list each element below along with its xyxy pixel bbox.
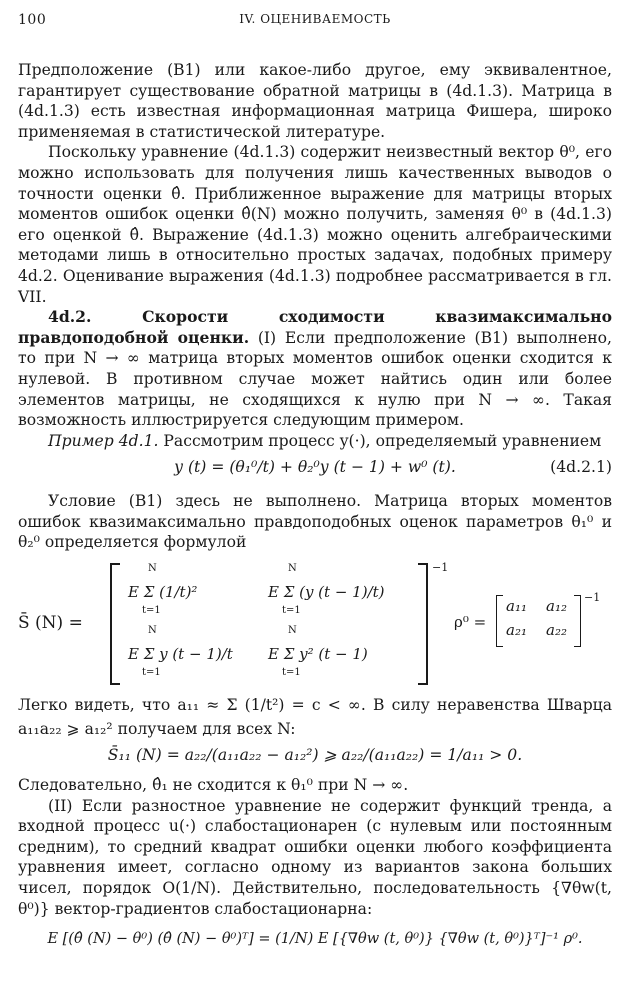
equation-1-number: (4d.2.1): [550, 458, 612, 477]
sum-bottom-12: t=1: [282, 605, 301, 617]
equation-1-body: y (t) = (θ₁⁰/t) + θ₂⁰y (t − 1) + w⁰ (t).: [174, 458, 456, 477]
sum-top-22: N: [288, 625, 297, 637]
equation-expectation-body: E [(θ̂ (N) − θ⁰) (θ̂ (N) − θ⁰)ᵀ] = (1/N) E [{∇θw (t, θ⁰)} {∇θw (t, θ⁰)}ᵀ]⁻¹ ρ⁰.: [47, 931, 583, 948]
paragraph-4: [18, 431, 612, 452]
paragraph-3-text: (I) Если предположение (B1) выполнено, то при N → ∞ матрица вторых моментов ошибок оценки сходится к нулевой. В противном случае может найтись один или более элементов матрицы, не сходящихся к нулю при N → ∞. Такая возможность иллюстрируется следующим примером.: [18, 328, 612, 430]
equation-s11-body: S̄₁₁ (N) = a₂₂/(a₁₁a₂₂ − a₁₂²) ⩾ a₂₂/(a₁₁a₂₂) = 1/a₁₁ > 0.: [107, 746, 523, 765]
paragraph-8: (II) Если разностное уравнение не содержит функций тренда, а входной процесс u(·) слабостационарен (с нулевым или постоянным средним), то средний квадрат ошибки оценки любого коэффициента уравнения имеет, согласно одному из вариантов закона больших чисел, порядок O(1/N). Действительно, последовательность {∇θw(t, θ⁰)} вектор-градиентов слабостационарна:: [18, 796, 612, 918]
running-title: IV. ОЦЕНИВАЕМОСТЬ: [239, 12, 391, 26]
sum-top-11: N: [148, 563, 157, 575]
right-bracket: [418, 563, 428, 685]
a-inverse-exponent: −1: [584, 591, 601, 605]
matrix-m11: E Σ (1/t)²: [128, 583, 198, 602]
matrix-lhs: S̄ (N) =: [18, 613, 83, 634]
matrix-m22: E Σ y² (t − 1): [268, 645, 368, 664]
paragraph-2: Поскольку уравнение (4d.1.3) содержит неизвестный вектор θ⁰, его можно использовать для получения лишь качественных выводов о точности оценки θ̂. Приближенное выражение для матрицы вторых моментов ошибок оценки θ̂(N) можно получить, заменяя θ⁰ в (4d.1.3) его оценкой θ̂. Выражение (4d.1.3) можно оценить алгебраическими методами лишь в относительно простых задачах, подобных примеру 4d.2. Оценивание выражения (4d.1.3) подробнее рассматривается в гл. VII.: [18, 143, 612, 306]
sum-bottom-22: t=1: [282, 667, 301, 679]
matrix-m21: E Σ y (t − 1)/t: [128, 645, 233, 664]
paragraph-1: Предположение (B1) или какое-либо другое, ему эквивалентное, гарантирует существование обратной матрицы в (4d.1.3). Матрица в (4d.1.3) есть известная информационная матрица Фишера, широко применяемая в статистической литературе.: [18, 61, 612, 141]
a-right-bracket: [574, 595, 581, 647]
page: [18, 8, 612, 959]
paragraph-3: [18, 307, 612, 431]
rho-lhs: ρ⁰ =: [454, 613, 487, 632]
page-number: 100: [18, 12, 47, 28]
a12: a₁₂: [546, 597, 567, 616]
equation-expectation: [18, 929, 612, 959]
paragraph-4-text: Рассмотрим процесс y(·), определяемый уравнением: [158, 431, 602, 450]
sum-bottom-21: t=1: [142, 667, 161, 679]
inverse-exponent: −1: [432, 561, 449, 575]
matrix-equation: [18, 557, 612, 687]
equation-4d-2-1: [18, 457, 612, 491]
a21: a₂₁: [506, 621, 527, 640]
example-label: Пример 4d.1.: [48, 431, 159, 450]
sum-bottom-11: t=1: [142, 605, 161, 617]
sum-top-21: N: [148, 625, 157, 637]
equation-s11: [18, 745, 612, 775]
page-header: [18, 8, 612, 32]
section-title: 4d.2. Скорости сходимости квазимаксимально правдоподобной оценки.: [18, 307, 612, 347]
a-left-bracket: [496, 595, 503, 647]
paragraph-6: Легко видеть, что a₁₁ ≈ Σ (1/t²) = c < ∞. В силу неравенства Шварца a₁₁a₂₂ ⩾ a₁₂² получаем для всех N:: [18, 696, 612, 739]
a11: a₁₁: [506, 597, 527, 616]
matrix-m12: E Σ (y (t − 1)/t): [268, 583, 385, 602]
paragraph-5: Условие (B1) здесь не выполнено. Матрица вторых моментов ошибок квазимаксимально правдоподобных оценок параметров θ₁⁰ и θ₂⁰ определяется формулой: [18, 492, 612, 552]
a22: a₂₂: [546, 621, 567, 640]
left-bracket: [110, 563, 120, 685]
sum-top-12: N: [288, 563, 297, 575]
paragraph-7: Следовательно, θ̂₁ не сходится к θ₁⁰ при N → ∞.: [18, 776, 409, 795]
